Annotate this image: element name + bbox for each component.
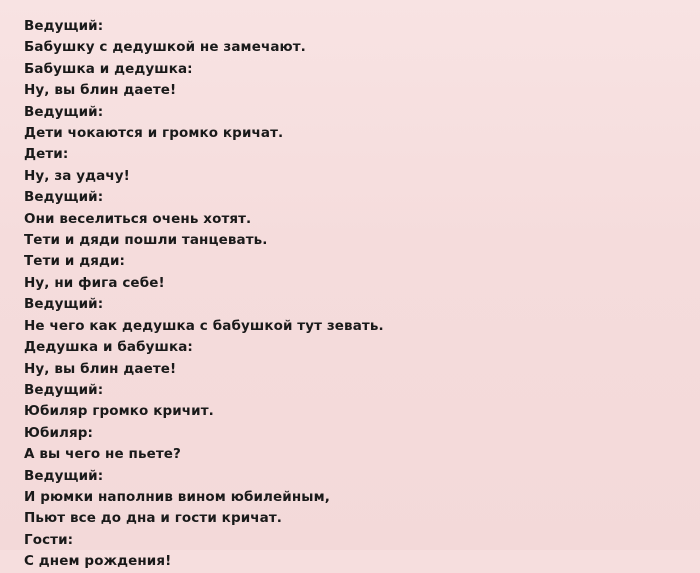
script-speaker-line: Гости:: [24, 531, 74, 548]
script-text-line: И рюмки наполнив вином юбилейным,: [24, 488, 330, 505]
script-speaker-line: Дедушка и бабушка:: [24, 339, 193, 356]
script-text-line: Ну, вы блин даете!: [24, 360, 177, 377]
script-speaker-line: Бабушка и дедушка:: [24, 60, 193, 77]
script-text-line: Не чего как дедушка с бабушкой тут зевать.: [24, 317, 384, 334]
script-text-line: Дети чокаются и громко кричат.: [24, 125, 284, 142]
script-speaker-line: Юбиляр:: [24, 424, 94, 441]
script-speaker-line: Тети и дяди:: [24, 253, 126, 270]
script-text-line: Ну, за удачу!: [24, 167, 130, 184]
script-text-block: [24, 16, 680, 573]
script-text-line: Тети и дяди пошли танцевать.: [24, 232, 268, 249]
script-speaker-line: Ведущий:: [24, 467, 104, 484]
script-text-line: Бабушку с дедушкой не замечают.: [24, 39, 306, 56]
script-speaker-line: Ведущий:: [24, 18, 104, 34]
script-speaker-line: Дети:: [24, 146, 69, 163]
script-speaker-line: Ведущий:: [24, 189, 104, 206]
script-text-line: Ну, ни фига себе!: [24, 274, 165, 291]
script-text-line: А вы чего не пьете?: [24, 446, 181, 463]
script-text-line: Юбиляр громко кричит.: [24, 403, 214, 420]
script-speaker-line: Ведущий:: [24, 103, 104, 120]
script-text-line: С днем рождения!: [24, 553, 172, 570]
script-text-line: Ну, вы блин даете!: [24, 82, 177, 99]
script-speaker-line: Ведущий:: [24, 296, 104, 313]
script-text-line: Пьют все до дна и гости кричат.: [24, 510, 282, 527]
script-speaker-line: Ведущий:: [24, 381, 104, 398]
script-text-line: Они веселиться очень хотят.: [24, 210, 252, 227]
